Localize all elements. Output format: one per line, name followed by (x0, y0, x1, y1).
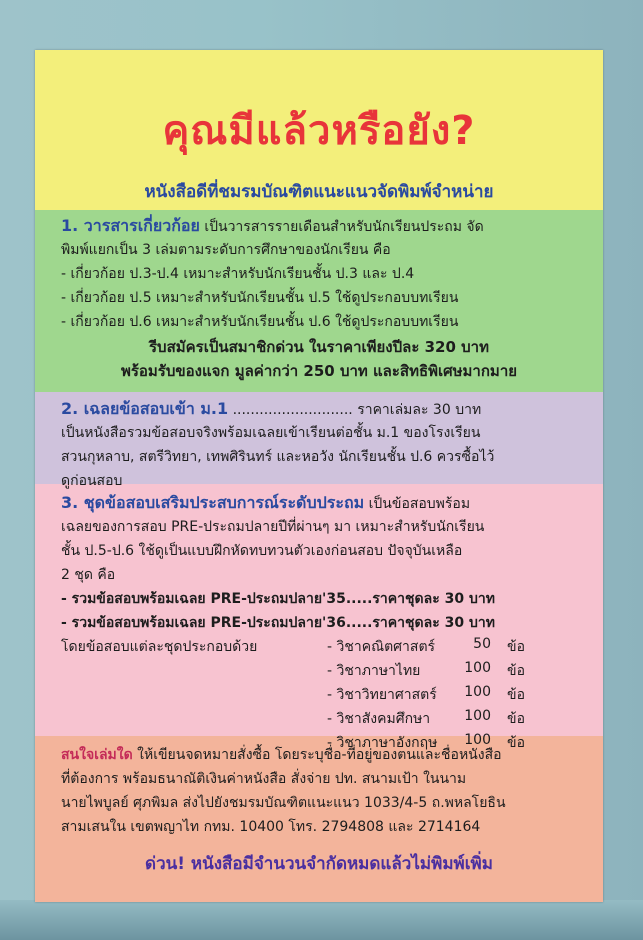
subject-count: 100 (464, 660, 491, 676)
s2-desc-3: ดูก่อนสอบ (61, 473, 123, 489)
subject-count: 100 (464, 732, 491, 748)
subject-name: - วิชาภาษาไทย (327, 663, 421, 679)
subject-count: 100 (464, 708, 491, 724)
s2-line-1 (61, 397, 481, 422)
subject-unit: ข้อ (507, 639, 525, 655)
s1-item-p6: - เกี่ยวก้อย ป.6 เหมาะสำหรับนักเรียนชั้น ป.6 ใช้ดูประกอบบทเรียน (61, 314, 459, 330)
s3-desc-4: 2 ชุด คือ (61, 567, 116, 583)
s2-dots: ........................... (232, 402, 353, 418)
s4-line-1 (61, 744, 502, 766)
page-edge-bottom (0, 900, 643, 940)
footer-notice: ด่วน! หนังสือมีจำนวนจำกัดหมดแล้วไม่พิมพ์เพิ่ม (145, 854, 493, 874)
s3-desc-2: เฉลยของการสอบ PRE-ประถมปลายปีที่ผ่านๆ มา เหมาะสำหรับนักเรียน (61, 519, 485, 535)
s1-item-p5: - เกี่ยวก้อย ป.5 เหมาะสำหรับนักเรียนชั้น ป.5 ใช้ดูประกอบบทเรียน (61, 290, 459, 306)
s1-subscribe: รีบสมัครเป็นสมาชิกด่วน ในราคาเพียงปีละ 320 บาท (149, 338, 489, 356)
s1-gift: พร้อมรับของแจก มูลค่ากว่า 250 บาท และสิทธิพิเศษมากมาย (120, 362, 518, 380)
subheadline: หนังสือดีที่ชมรมบัณฑิตแนะแนวจัดพิมพ์จำหน่าย (144, 182, 494, 202)
s4-desc: ให้เขียนจดหมายสั่งซื้อ โดยระบุชื่อ-ที่อยู่ของตนและชื่อหนังสือ (137, 747, 502, 763)
s1-line-2: พิมพ์แยกเป็น 3 เล่มตามระดับการศึกษาของนักเรียน คือ (61, 242, 391, 258)
headline: คุณมีแล้วหรือยัง? (162, 108, 476, 154)
s2-title: 2. เฉลยข้อสอบเข้า ม.1 (61, 399, 229, 418)
s3-line-1 (61, 491, 470, 516)
s4-desc-4: สามเสนใน เขตพญาไท กทม. 10400 โทร. 2794808 และ 2714164 (61, 819, 481, 835)
s1-desc: เป็นวารสารรายเดือนสำหรับนักเรียนประถม จัด (204, 219, 484, 235)
s3-desc: เป็นข้อสอบพร้อม (368, 496, 471, 512)
subject-name: - วิชาวิทยาศาสตร์ (327, 687, 437, 703)
s1-title: 1. วารสารเกี่ยวก้อย (61, 216, 200, 235)
s1-line-1 (61, 214, 484, 239)
subject-count: 50 (473, 636, 491, 652)
s2-price: ราคาเล่มละ 30 บาท (357, 402, 482, 418)
subject-name: - วิชาภาษาอังกฤษ (327, 735, 438, 751)
subject-unit: ข้อ (507, 711, 525, 727)
advert-card (35, 50, 603, 902)
s2-desc-1: เป็นหนังสือรวมข้อสอบจริงพร้อมเฉลยเข้าเรียนต่อชั้น ม.1 ของโรงเรียน (61, 425, 481, 441)
subject-count: 100 (464, 684, 491, 700)
s1-item-p3p4: - เกี่ยวก้อย ป.3-ป.4 เหมาะสำหรับนักเรียนชั้น ป.3 และ ป.4 (61, 266, 415, 282)
s3-desc-3: ชั้น ป.5-ป.6 ใช้ดูเป็นแบบฝึกหัดทบทวนตัวเองก่อนสอบ ปัจจุบันเหลือ (61, 543, 463, 559)
s3-title: 3. ชุดข้อสอบเสริมประสบการณ์ระดับประถม (61, 493, 365, 512)
subject-unit: ข้อ (507, 663, 525, 679)
subject-unit: ข้อ (507, 735, 525, 751)
subject-name: - วิชาสังคมศึกษา (327, 711, 431, 727)
s4-title: สนใจเล่มใด (61, 747, 133, 763)
subject-unit: ข้อ (507, 687, 525, 703)
s3-set-35: - รวมข้อสอบพร้อมเฉลย PRE-ประถมปลาย'35.....ราคาชุดละ 30 บาท (61, 591, 495, 607)
subject-name: - วิชาคณิตศาสตร์ (327, 639, 436, 655)
s2-desc-2: สวนกุหลาบ, สตรีวิทยา, เทพศิรินทร์ และหอวัง นักเรียนชั้น ป.6 ควรซื้อไว้ (61, 449, 495, 465)
s3-set-36: - รวมข้อสอบพร้อมเฉลย PRE-ประถมปลาย'36.....ราคาชุดละ 30 บาท (61, 615, 495, 631)
s4-desc-2: ที่ต้องการ พร้อมธนาณัติเงินค่าหนังสือ สั่งจ่าย ปท. สนามเป้า ในนาม (61, 771, 467, 787)
s4-desc-3: นายไพบูลย์ ศุภพิมล ส่งไปยังชมรมบัณฑิตแนะแนว 1033/4-5 ถ.พหลโยธิน (61, 795, 506, 811)
s3-composition: โดยข้อสอบแต่ละชุดประกอบด้วย (61, 639, 258, 655)
